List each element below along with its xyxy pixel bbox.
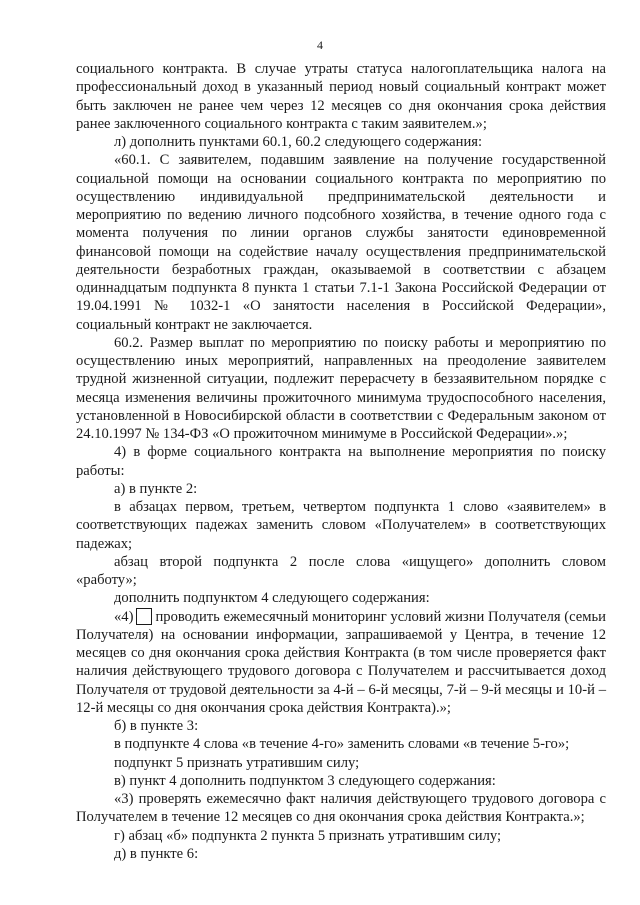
paragraph-subitem-4-text [76,608,606,718]
paragraph-item-l: л) дополнить пунктами 60.1, 60.2 следующего содержания: [114,134,483,150]
paragraph-item-v: в) пункт 4 дополнить подпунктом 3 следующего содержания: [114,772,496,789]
paragraph-replace-word: в абзацах первом, третьем, четвертом подпункта 1 слово «заявителем» в соответствующих падежах заменить словом «Получателем» в соответствующих падежах; [76,499,606,552]
paragraph-replace-words: в подпункте 4 слова «в течение 4-го» заменить словами «в течение 5-го»; [114,736,570,753]
paragraph-subitem-5-void: подпункт 5 признать утратившим силу; [114,754,360,771]
paragraph-item-d: д) в пункте 6: [114,845,199,862]
paragraph-item-b: б) в пункте 3: [114,718,199,734]
paragraph-60-1: «60.1. С заявителем, подавшим заявление на получение государственной социальной помощи на основании социального контракта по мероприятию по осуществлению индивидуальной предпринимательской деятельности и мероприятию по ведению личного подсобного хозяйства, в течение одного года с момента получения по линии органов службы занятости единовременной финансовой помощи на содействие началу осуществления предпринимательской деятельности безработных граждан, оказываемой в соответствии с абзацем одиннадцатым подпункта 8 пункта 1 статьи 7.1-1 Закона Российской Федерации от 19.04.1991 № 1032-1 «О занятости населения в Российской Федерации», социальный контракт не заключается. [76,152,606,333]
subitem-4-body: проводить ежемесячный мониторинг условий жизни Получателя (семьи Получателя) на основании информации, запрашиваемой у Центра, в течение 12 месяцев со дня окончания срока действия Контракта (в том числе проверяется факт наличия действующего трудового договора с Получателем и рассчитывается доход Получателя от трудовой деятельности за 4-й – 6-й месяцы, 7-й – 9-й месяцы и 10-й – 12-й месяцы со дня окончания срока действия Контракта).»; [76,608,606,716]
subitem-4-prefix: «4) [114,608,134,625]
paragraph-subitem-3-text: «3) проверять ежемесячно факт наличия действующего трудового договора с Получателем в течение 12 месяцев со дня окончания срока действия Контракта.»; [76,791,606,826]
checkbox[interactable] [136,608,152,625]
paragraph-60-2: 60.2. Размер выплат по мероприятию по поиску работы и мероприятию по осуществлению иных мероприятий, направленных на преодоление заявителем трудной жизненной ситуации, подлежит перерасчету в беззаявительном порядке с месяца изменения величины прожиточного минимума трудоспособного населения, установленной в Новосибирской области в соответствии с Федеральным законом от 24.10.1997 № 134-ФЗ «О прожиточном минимуме в Российской Федерации».»; [76,334,606,442]
paragraph-item-a: а) в пункте 2: [114,480,198,497]
paragraph-item-g: г) абзац «б» подпункта 2 пункта 5 признать утратившим силу; [114,827,502,844]
paragraph-item-4: 4) в форме социального контракта на выполнение мероприятия по поиску работы: [76,444,606,479]
page-number: 4 [317,38,323,52]
document-body [76,60,606,863]
paragraph-continuation: социального контракта. В случае утраты статуса налогоплательщика налога на профессиональный доход в указанный период новый социальный контракт может быть заключен не ранее чем через 12 месяцев со дня окончания срока действия ранее заключенного социального контракта с таким заявителем.»; [76,61,606,132]
paragraph-add-subitem-4: дополнить подпунктом 4 следующего содержания: [114,590,430,607]
paragraph-add-word: абзац второй подпункта 2 после слова «ищущего» дополнить словом «работу»; [76,553,606,588]
